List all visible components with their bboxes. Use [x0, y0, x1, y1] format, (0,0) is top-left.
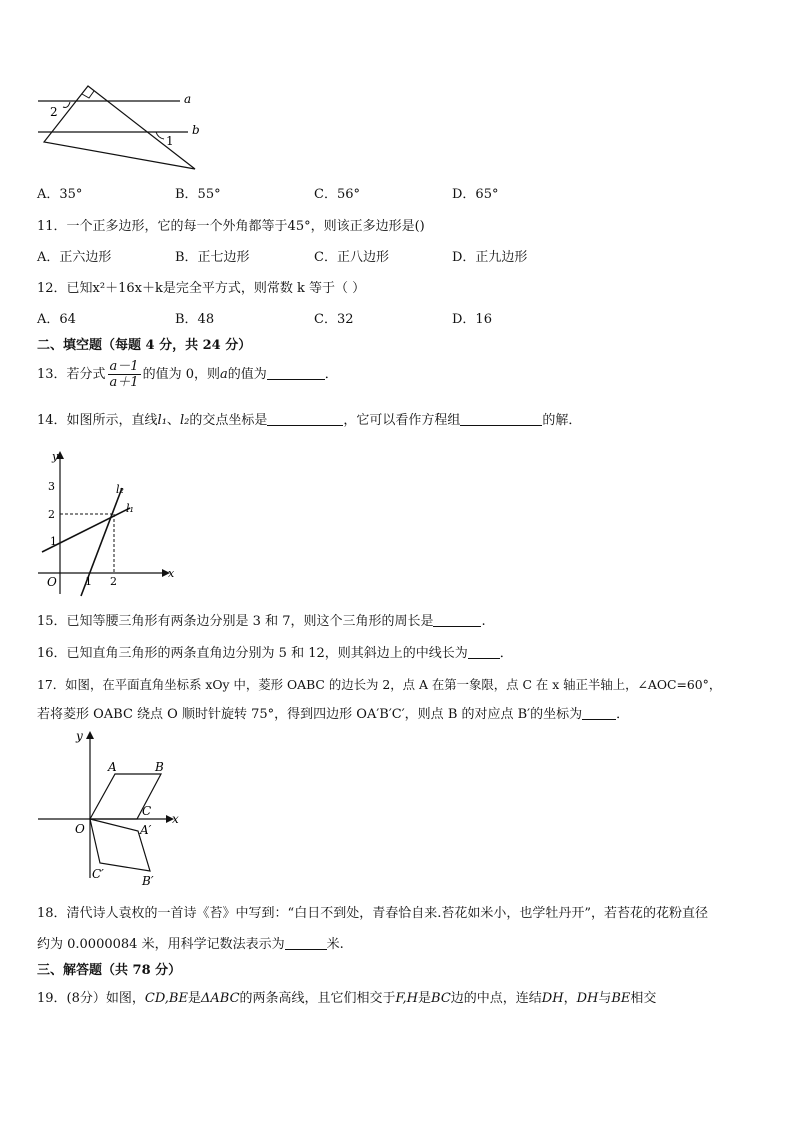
- label-a: a: [184, 92, 192, 106]
- label-x: x: [172, 812, 179, 826]
- q13-mid: 的值为 0，则: [142, 367, 220, 382]
- q16-answer-blank[interactable]: [468, 645, 500, 659]
- q14-answer-blank-1[interactable]: [267, 412, 343, 426]
- q19: [37, 990, 656, 1008]
- q13: [37, 358, 338, 392]
- label-2: 2: [50, 105, 58, 119]
- q18-answer-blank[interactable]: [285, 936, 327, 950]
- label-l2: l₂: [116, 483, 124, 496]
- q11-choice-d: D．正九边形: [452, 250, 528, 265]
- label-1: 1: [166, 134, 174, 148]
- q15-text: 15．已知等腰三角形有两条边分别是 3 和 7，则这个三角形的周长是: [37, 614, 434, 629]
- q18-text-2: 约为 0.0000084 米，用科学记数法表示为: [37, 937, 285, 952]
- label-y: y: [52, 450, 59, 463]
- q13-fraction: [108, 359, 141, 390]
- label-a: A: [108, 760, 117, 774]
- tick-x-1: 1: [85, 575, 92, 588]
- q14-prefix: 14．如图所示，直线: [37, 413, 158, 428]
- q12-choices: [37, 311, 557, 329]
- q14-l2: l₂: [179, 413, 190, 428]
- q19-p2: 是: [187, 991, 201, 1006]
- q13-numerator: a－1: [109, 359, 139, 374]
- label-b: b: [192, 123, 200, 137]
- q13-end: ．: [324, 367, 338, 382]
- q12-text: 12．已知x²＋16x＋k是完全平方式，则常数 k 等于（ ）: [37, 281, 366, 296]
- q19-v6: DH: [576, 991, 599, 1006]
- q11-choice-b: B．正七边形: [175, 250, 250, 265]
- q19-v1: CD,BE: [144, 991, 188, 1006]
- label-o: O: [47, 575, 57, 589]
- label-b: B: [155, 760, 164, 774]
- q18-end: 米.: [326, 937, 344, 952]
- q15-answer-blank[interactable]: [433, 613, 481, 627]
- label-a-prime: A′: [140, 823, 152, 837]
- q17-answer-blank[interactable]: [582, 706, 616, 720]
- q19-v4: BC: [431, 991, 451, 1006]
- q19-p6: ，: [563, 991, 577, 1006]
- q18-line-1: 18．清代诗人袁枚的一首诗《苔》中写到：“白日不到处，青春恰自来.苔花如米小，也学牡丹开”，若苔花的花粉直径: [37, 906, 708, 921]
- tick-y-1: 1: [50, 535, 57, 548]
- label-x: x: [168, 567, 175, 580]
- q10-choice-d: D．65°: [452, 187, 499, 202]
- q19-v5: DH: [541, 991, 564, 1006]
- q19-p1: 19．(8分）如图，: [37, 991, 145, 1006]
- q11-choices: [37, 249, 557, 267]
- q11-text: 11．一个正多边形，它的每一个外角都等于45°，则该正多边形是(): [37, 219, 425, 234]
- q10-choice-c: C．56°: [314, 187, 360, 202]
- figure-rhombus-rotation: [34, 728, 194, 890]
- q11-choice-c: C．正八边形: [314, 250, 389, 265]
- label-y: y: [76, 729, 83, 743]
- q12-choice-b: B．48: [175, 312, 215, 327]
- q19-v3: F,H: [395, 991, 419, 1006]
- q14-l1: l₁: [157, 413, 167, 428]
- q15: [37, 613, 486, 631]
- q10-choices: [37, 186, 557, 204]
- q17-line-2: [37, 706, 629, 724]
- q13-denominator: a＋1: [109, 375, 139, 390]
- q17-end: ．: [616, 707, 630, 722]
- label-c-prime: C′: [92, 867, 104, 881]
- q19-p7: 与: [598, 991, 612, 1006]
- q13-answer-blank[interactable]: [267, 366, 325, 380]
- q19-p4: 是: [418, 991, 432, 1006]
- tick-x-2: 2: [110, 575, 117, 588]
- q14: [37, 412, 581, 430]
- q16: [37, 645, 513, 663]
- q13-suffix: 的值为: [227, 367, 267, 382]
- q14-mid2: ，它可以看作方程组: [343, 413, 461, 428]
- label-c: C: [142, 804, 152, 818]
- q17-text-2: 若将菱形 OABC 绕点 O 顺时针旋转 75°，得到四边形 OA′B′C′，则点 B 的对应点 B′的坐标为: [37, 707, 583, 722]
- tick-y-3: 3: [48, 480, 55, 493]
- section-3-heading: 三、解答题（共 78 分）: [37, 963, 182, 978]
- q18-line-2: [37, 936, 344, 954]
- angle-2-arc: [63, 102, 70, 107]
- triangle: [44, 86, 195, 169]
- q13-var: a: [219, 367, 228, 382]
- section-2-heading: 二、填空题（每题 4 分，共 24 分）: [37, 338, 252, 353]
- q19-v7: BE: [611, 991, 631, 1006]
- q19-p5: 边的中点，连结: [450, 991, 542, 1006]
- q10-choice-b: B．55°: [175, 187, 221, 202]
- q19-p8: 相交: [630, 991, 657, 1006]
- figure-line-intersection: [34, 446, 184, 602]
- q14-mid: 的交点坐标是: [189, 413, 268, 428]
- q14-sep: 、: [166, 413, 180, 428]
- q13-prefix: 13．若分式: [37, 367, 106, 382]
- label-o: O: [75, 822, 85, 836]
- y-axis-arrow: [86, 731, 94, 739]
- angle-1-arc: [156, 132, 164, 139]
- figure-parallel-lines-triangle: [30, 82, 220, 172]
- q11-choice-a: A．正六边形: [37, 250, 112, 265]
- q12-choice-d: D．16: [452, 312, 492, 327]
- q17-line-1: 17．如图，在平面直角坐标系 xOy 中，菱形 OABC 的边长为 2，点 A 在第一象限，点 C 在 x 轴正半轴上，∠AOC=60°，: [37, 677, 722, 692]
- label-l1: l₁: [126, 502, 134, 515]
- q16-text: 16．已知直角三角形的两条直角边分别为 5 和 12，则其斜边上的中线长为: [37, 646, 468, 661]
- tick-y-2: 2: [48, 508, 55, 521]
- q14-answer-blank-2[interactable]: [460, 412, 542, 426]
- q19-v2: ΔABC: [201, 991, 240, 1006]
- label-b-prime: B′: [142, 874, 154, 888]
- q14-end: 的解．: [542, 413, 582, 428]
- q12-choice-c: C．32: [314, 312, 354, 327]
- q15-end: .: [481, 614, 486, 629]
- q19-p3: 的两条高线，且它们相交于: [239, 991, 396, 1006]
- q10-choice-a: A．35°: [37, 187, 83, 202]
- q12-choice-a: A．64: [37, 312, 76, 327]
- q16-end: ．: [499, 646, 513, 661]
